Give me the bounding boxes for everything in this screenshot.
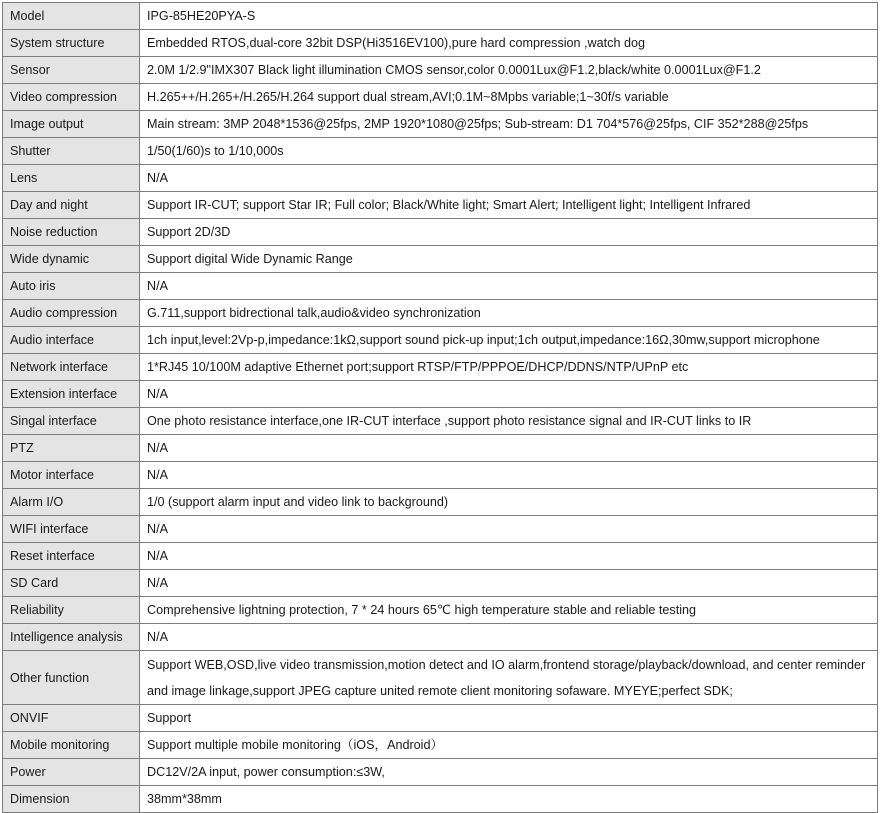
row-value: N/A bbox=[140, 435, 878, 462]
row-value: Support digital Wide Dynamic Range bbox=[140, 246, 878, 273]
table-row bbox=[3, 516, 878, 543]
row-value: 1/50(1/60)s to 1/10,000s bbox=[140, 138, 878, 165]
table-row bbox=[3, 192, 878, 219]
table-row bbox=[3, 138, 878, 165]
row-value: 2.0M 1/2.9"IMX307 Black light illumination CMOS sensor,color 0.0001Lux@F1.2,black/white 0.0001Lux@F1.2 bbox=[140, 57, 878, 84]
row-value: DC12V/2A input, power consumption:≤3W, bbox=[140, 759, 878, 786]
table-row bbox=[3, 165, 878, 192]
table-row bbox=[3, 570, 878, 597]
table-row bbox=[3, 786, 878, 813]
row-label: Alarm I/O bbox=[3, 489, 140, 516]
table-row bbox=[3, 435, 878, 462]
table-row bbox=[3, 3, 878, 30]
row-value: Support multiple mobile monitoring（iOS，Android） bbox=[140, 732, 878, 759]
row-value: 38mm*38mm bbox=[140, 786, 878, 813]
table-row bbox=[3, 327, 878, 354]
table-row bbox=[3, 219, 878, 246]
row-label: Sensor bbox=[3, 57, 140, 84]
row-label: Other function bbox=[3, 651, 140, 705]
row-value: Main stream: 3MP 2048*1536@25fps, 2MP 1920*1080@25fps; Sub-stream: D1 704*576@25fps, CIF 352*288@25fps bbox=[140, 111, 878, 138]
table-row bbox=[3, 705, 878, 732]
table-row bbox=[3, 543, 878, 570]
row-value: Support WEB,OSD,live video transmission,motion detect and IO alarm,frontend storage/playback/download, and center reminder and image linkage,support JPEG capture united remote client monitoring sofaware. MYEYE;perfect SDK; bbox=[140, 651, 878, 705]
table-row bbox=[3, 30, 878, 57]
row-label: Image output bbox=[3, 111, 140, 138]
row-label: Mobile monitoring bbox=[3, 732, 140, 759]
row-value: N/A bbox=[140, 381, 878, 408]
row-label: Video compression bbox=[3, 84, 140, 111]
table-row bbox=[3, 597, 878, 624]
row-value: 1*RJ45 10/100M adaptive Ethernet port;support RTSP/FTP/PPPOE/DHCP/DDNS/NTP/UPnP etc bbox=[140, 354, 878, 381]
row-label: SD Card bbox=[3, 570, 140, 597]
row-value: Support IR-CUT; support Star IR; Full color; Black/White light; Smart Alert; Intelligent light; Intelligent Infrared bbox=[140, 192, 878, 219]
row-value: Support bbox=[140, 705, 878, 732]
row-value: One photo resistance interface,one IR-CUT interface ,support photo resistance signal and IR-CUT links to IR bbox=[140, 408, 878, 435]
table-row bbox=[3, 273, 878, 300]
table-row bbox=[3, 408, 878, 435]
table-row bbox=[3, 759, 878, 786]
row-label: Lens bbox=[3, 165, 140, 192]
row-label: Reset interface bbox=[3, 543, 140, 570]
row-label: System structure bbox=[3, 30, 140, 57]
row-label: Day and night bbox=[3, 192, 140, 219]
row-value: 1/0 (support alarm input and video link to background) bbox=[140, 489, 878, 516]
table-row bbox=[3, 651, 878, 705]
row-value: G.711,support bidrectional talk,audio&video synchronization bbox=[140, 300, 878, 327]
table-row bbox=[3, 246, 878, 273]
table-row bbox=[3, 489, 878, 516]
row-label: Singal interface bbox=[3, 408, 140, 435]
row-label: Audio compression bbox=[3, 300, 140, 327]
row-value: N/A bbox=[140, 273, 878, 300]
table-row bbox=[3, 354, 878, 381]
table-row bbox=[3, 624, 878, 651]
row-label: PTZ bbox=[3, 435, 140, 462]
row-label: Dimension bbox=[3, 786, 140, 813]
row-value: 1ch input,level:2Vp-p,impedance:1kΩ,support sound pick-up input;1ch output,impedance:16Ω,30mw,support microphone bbox=[140, 327, 878, 354]
table-row bbox=[3, 84, 878, 111]
row-label: Wide dynamic bbox=[3, 246, 140, 273]
table-row bbox=[3, 300, 878, 327]
row-label: Noise reduction bbox=[3, 219, 140, 246]
row-value: N/A bbox=[140, 165, 878, 192]
row-value: N/A bbox=[140, 570, 878, 597]
table-row bbox=[3, 462, 878, 489]
row-value: IPG-85HE20PYA-S bbox=[140, 3, 878, 30]
row-label: Model bbox=[3, 3, 140, 30]
row-value: N/A bbox=[140, 543, 878, 570]
table-row bbox=[3, 732, 878, 759]
row-value: N/A bbox=[140, 462, 878, 489]
row-label: ONVIF bbox=[3, 705, 140, 732]
row-label: Motor interface bbox=[3, 462, 140, 489]
table-row bbox=[3, 111, 878, 138]
table-row bbox=[3, 381, 878, 408]
row-label: Extension interface bbox=[3, 381, 140, 408]
row-label: Intelligence analysis bbox=[3, 624, 140, 651]
row-label: Network interface bbox=[3, 354, 140, 381]
row-value: H.265++/H.265+/H.265/H.264 support dual stream,AVI;0.1M~8Mpbs variable;1~30f/s variable bbox=[140, 84, 878, 111]
row-value: N/A bbox=[140, 516, 878, 543]
row-value: Support 2D/3D bbox=[140, 219, 878, 246]
row-label: Shutter bbox=[3, 138, 140, 165]
row-value: Comprehensive lightning protection, 7 * 24 hours 65℃ high temperature stable and reliable testing bbox=[140, 597, 878, 624]
table-row bbox=[3, 57, 878, 84]
row-label: Audio interface bbox=[3, 327, 140, 354]
row-label: Auto iris bbox=[3, 273, 140, 300]
row-value: N/A bbox=[140, 624, 878, 651]
spec-table bbox=[2, 2, 878, 813]
row-label: Reliability bbox=[3, 597, 140, 624]
row-label: Power bbox=[3, 759, 140, 786]
row-label: WIFI interface bbox=[3, 516, 140, 543]
row-value: Embedded RTOS,dual-core 32bit DSP(Hi3516EV100),pure hard compression ,watch dog bbox=[140, 30, 878, 57]
